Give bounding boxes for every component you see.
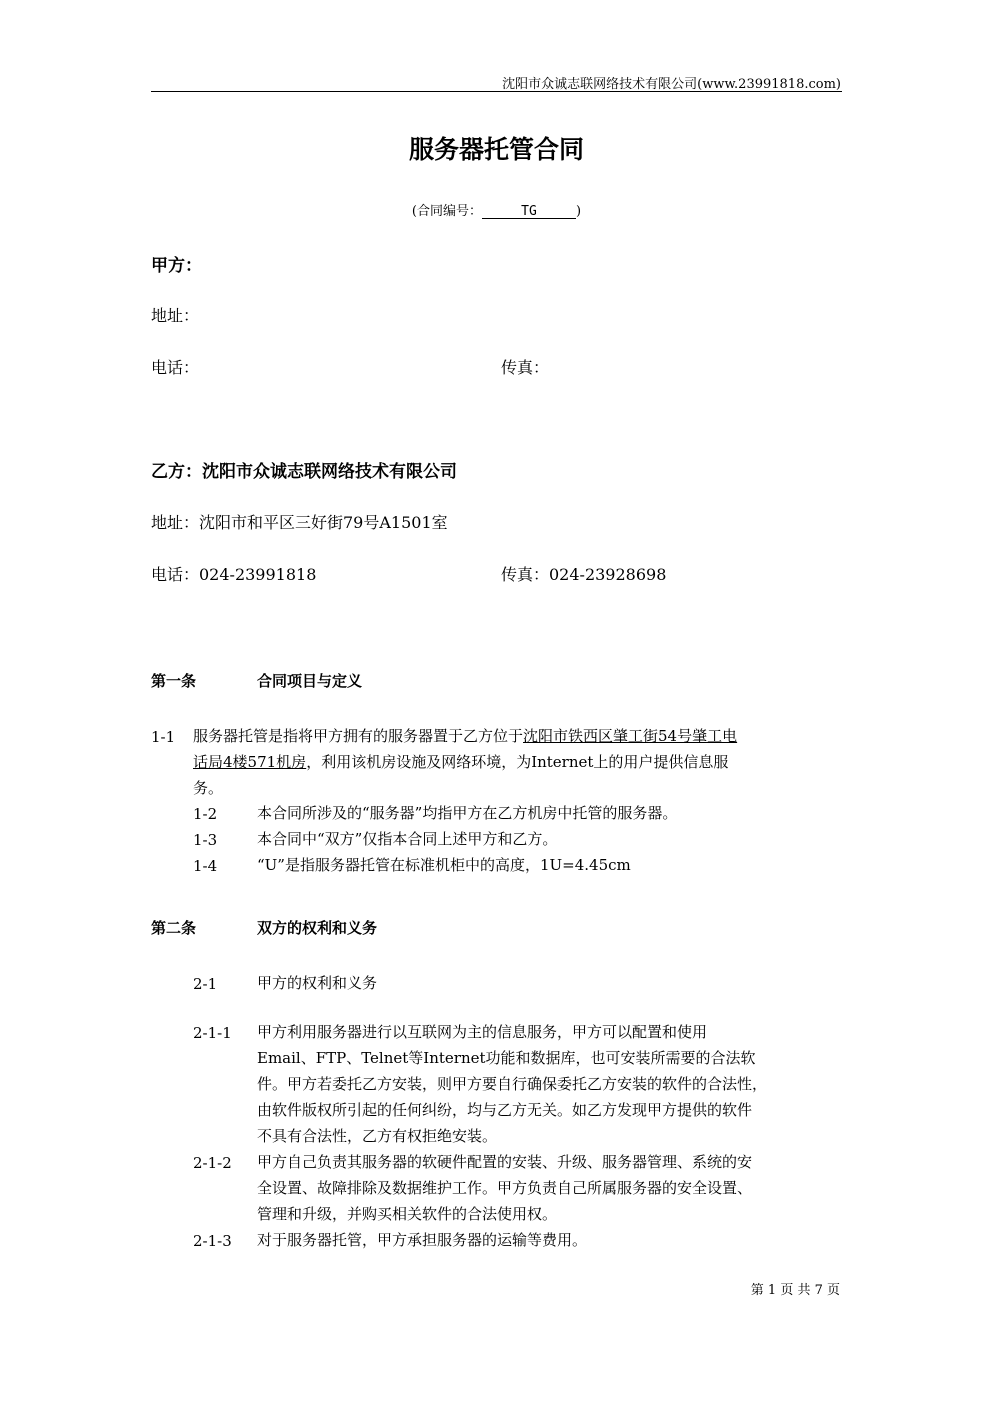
clause-1-1-line-2: 话局4楼571机房，利用该机房设施及网络环境，为Internet上的用户提供信息服	[193, 753, 729, 771]
contract-number-close: )	[576, 204, 582, 219]
party-b-title: 乙方：沈阳市众诚志联网络技术有限公司	[151, 462, 457, 482]
clause-2-1-2-line: 全设置、故障排除及数据维护工作。甲方负责自己所属服务器的安全设置、	[257, 1179, 753, 1197]
clause-2-1-2-line: 管理和升级，并购买相关软件的合法使用权。	[257, 1205, 558, 1223]
clause-2-1-1-line: 不具有合法性，乙方有权拒绝安装。	[257, 1127, 498, 1145]
party-b-phone: 电话：024-23991818	[151, 565, 317, 584]
clause-1-4-number: 1-4	[193, 857, 218, 875]
clause-2-1-1-line: 甲方利用服务器进行以互联网为主的信息服务，甲方可以配置和使用	[257, 1023, 708, 1041]
clause-1-1-line-3: 务。	[193, 779, 224, 797]
contract-number	[0, 200, 993, 219]
party-b-fax: 传真：024-23928698	[501, 565, 667, 584]
party-b-address: 地址：沈阳市和平区三好街79号A1501室	[151, 513, 448, 532]
clause-2-1-1-line: Email、FTP、Telnet等Internet功能和数据库，也可安装所需要的合法软	[257, 1049, 756, 1067]
clause-2-1-1-line: 由软件版权所引起的任何纠纷，均与乙方无关。如乙方发现甲方提供的软件	[257, 1101, 753, 1119]
clause-1-2-text: 本合同所涉及的“服务器”均指甲方在乙方机房中托管的服务器。	[257, 804, 678, 822]
party-a-address-label: 地址：	[151, 306, 200, 325]
party-a-title: 甲方：	[151, 256, 202, 276]
clause-1-2-number: 1-2	[193, 805, 218, 823]
clause-2-1-2-line: 甲方自己负责其服务器的软硬件配置的安装、升级、服务器管理、系统的安	[257, 1153, 753, 1171]
clause-2-1-1-line: 件。甲方若委托乙方安装，则甲方要自行确保委托乙方安装的软件的合法性，	[257, 1075, 768, 1093]
datacenter-location-part-2: 话局4楼571机房	[193, 753, 307, 771]
clause-2-1-number: 2-1	[193, 975, 218, 993]
party-a-fax-label: 传真：	[501, 358, 550, 377]
page-number: 第 1 页 共 7 页	[750, 1283, 840, 1298]
clause-2-1-1-number: 2-1-1	[193, 1024, 232, 1042]
clause-2-1-3-line: 对于服务器托管，甲方承担服务器的运输等费用。	[257, 1231, 588, 1249]
article-1-title: 合同项目与定义	[257, 672, 363, 690]
clause-1-3-text: 本合同中“双方”仅指本合同上述甲方和乙方。	[257, 830, 558, 848]
clause-1-3-number: 1-3	[193, 831, 218, 849]
header-divider	[151, 91, 842, 92]
contract-number-label: (合同编号：	[411, 204, 482, 219]
document-title: 服务器托管合同	[408, 135, 584, 164]
clause-1-1-number: 1-1	[151, 728, 176, 746]
article-1-number: 第一条	[151, 672, 197, 690]
clause-2-1-3-number: 2-1-3	[193, 1232, 232, 1250]
article-2-number: 第二条	[151, 919, 197, 937]
contract-number-field: TG	[482, 204, 576, 219]
clause-2-1-2-number: 2-1-2	[193, 1154, 232, 1172]
page-header-company: 沈阳市众诚志联网络技术有限公司(www.23991818.com)	[502, 77, 841, 92]
article-2-title: 双方的权利和义务	[257, 919, 378, 937]
datacenter-location-part-1: 沈阳市铁西区肇工街54号肇工电	[523, 727, 738, 745]
clause-1-1-line-1: 服务器托管是指将甲方拥有的服务器置于乙方位于沈阳市铁西区肇工街54号肇工电	[193, 727, 738, 745]
party-a-phone-label: 电话：	[151, 358, 200, 377]
clause-2-1-text: 甲方的权利和义务	[257, 974, 378, 992]
clause-1-4-text: “U”是指服务器托管在标准机柜中的高度，1U=4.45cm	[257, 856, 631, 874]
